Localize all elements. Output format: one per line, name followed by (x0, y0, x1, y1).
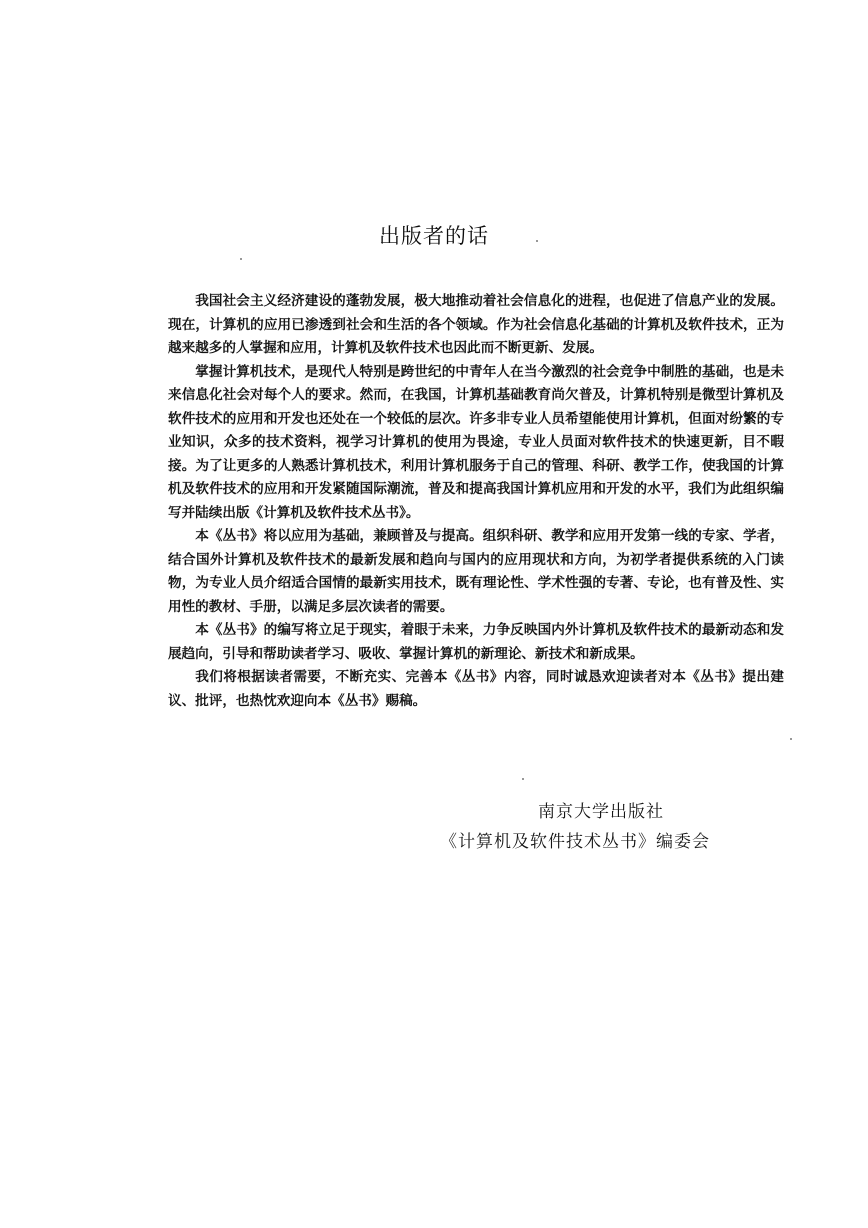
scan-speck (790, 738, 792, 740)
scan-speck (240, 258, 242, 260)
page-title: 出版者的话 (379, 224, 489, 248)
signature-publisher: 南京大学出版社 (538, 802, 664, 822)
paragraph-1: 我国社会主义经济建设的蓬勃发展，极大地推动着社会信息化的进程，也促进了信息产业的发展。现在，计算机的应用已渗透到社会和生活的各个领域。作为社会信息化基础的计算机及软件技术，正为越来越多的人掌握和应用，计算机及软件技术也因此而不断更新、发展。 (168, 293, 784, 356)
preface-body (168, 290, 784, 713)
signature-committee: 《计算机及软件技术丛书》编委会 (440, 832, 710, 852)
scan-speck (522, 778, 524, 780)
paragraph-3: 本《丛书》将以应用为基础，兼顾普及与提高。组织科研、教学和应用开发第一线的专家、学者，结合国外计算机及软件技术的最新发展和趋向与国内的应用现状和方向，为初学者提供系统的入门读物，为专业人员介绍适合国情的最新实用技术，既有理论性、学术性强的专著、专论，也有普及性、实用性的教材、手册，以满足多层次读者的需要。 (168, 528, 784, 615)
signature-block (440, 797, 770, 857)
paragraph-2: 掌握计算机技术，是现代人特别是跨世纪的中青年人在当今激烈的社会竞争中制胜的基础，也是未来信息化社会对每个人的要求。然而，在我国，计算机基础教育尚欠普及，计算机特别是微型计算机及软件技术的应用和开发也还处在一个较低的层次。许多非专业人员希望能使用计算机，但面对纷繁的专业知识，众多的技术资料，视学习计算机的使用为畏途，专业人员面对软件技术的快速更新，目不暇接。为了让更多的人熟悉计算机技术，利用计算机服务于自己的管理、科研、教学工作，使我国的计算机及软件技术的应用和开发紧随国际潮流，普及和提高我国计算机应用和开发的水平，我们为此组织编写并陆续出版《计算机及软件技术丛书》。 (168, 363, 784, 521)
scan-speck (536, 240, 538, 242)
paragraph-5: 我们将根据读者需要，不断充实、完善本《丛书》内容，同时诚恳欢迎读者对本《丛书》提出建议、批评，也热忱欢迎向本《丛书》赐稿。 (168, 669, 784, 709)
paragraph-4: 本《丛书》的编写将立足于现实，着眼于未来，力争反映国内外计算机及软件技术的最新动态和发展趋向，引导和帮助读者学习、吸收、掌握计算机的新理论、新技术和新成果。 (168, 622, 784, 662)
